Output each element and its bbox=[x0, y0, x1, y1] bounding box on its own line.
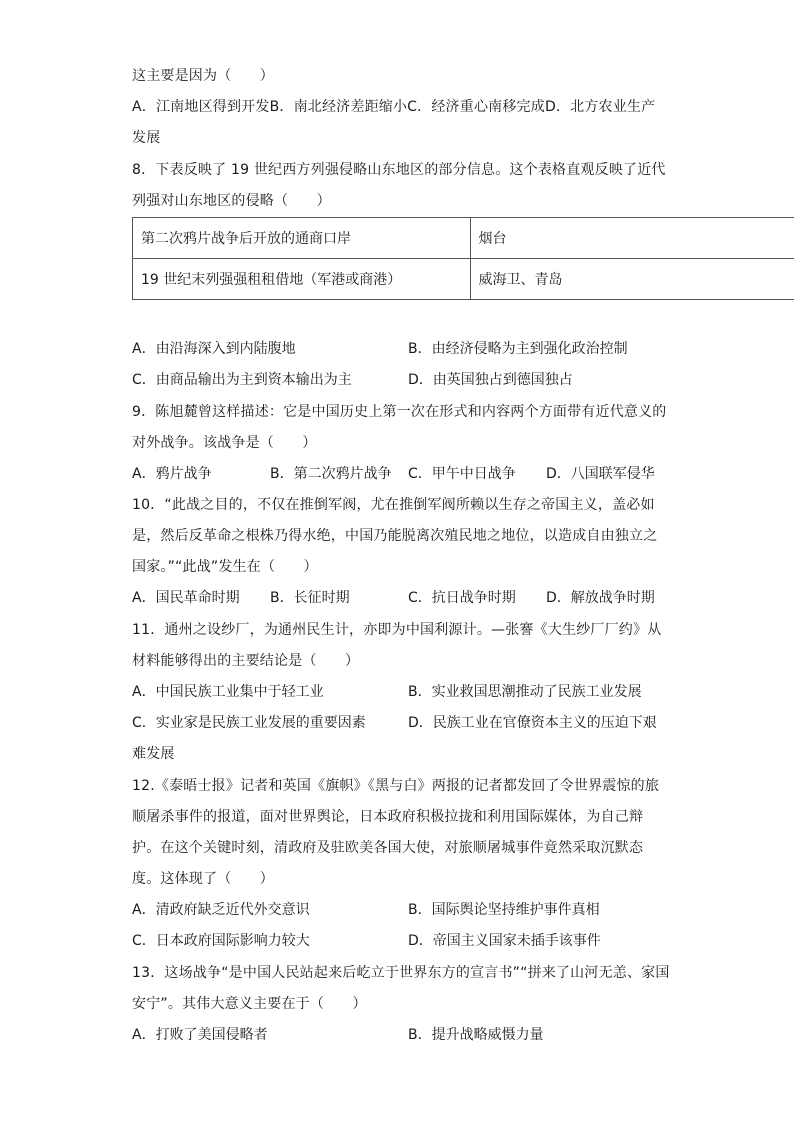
q11-option-c: C．实业家是民族工业发展的重要因素 bbox=[132, 715, 366, 731]
q8-option-d: D．由英国独占到德国独占 bbox=[408, 372, 573, 388]
table-row bbox=[133, 218, 794, 259]
q8-option-c: C．由商品输出为主到资本输出为主 bbox=[132, 372, 352, 388]
q10-stem-line-1: 10．“此战之目的，不仅在推倒军阀，尤在推倒军阀所赖以生存之帝国主义，盖必如 bbox=[132, 497, 655, 513]
table-cell: 第二次鸦片战争后开放的通商口岸 bbox=[133, 218, 471, 259]
q9-stem-line-2: 对外战争。该战争是（ ） bbox=[132, 435, 317, 451]
table-cell: 威海卫、青岛 bbox=[470, 259, 794, 300]
q13-stem-line-2: 安宁”。其伟大意义主要在于（ ） bbox=[132, 996, 367, 1012]
q12-option-a: A．清政府缺乏近代外交意识 bbox=[132, 902, 310, 918]
q11-stem-line-1: 11．通州之设纱厂，为通州民生计，亦即为中国利源计。—张謇《大生纱厂厂约》从 bbox=[132, 622, 662, 638]
q7-stem-tail: 这主要是因为（ ） bbox=[132, 68, 274, 84]
q10-option-d: D．解放战争时期 bbox=[546, 590, 655, 606]
q9-option-b: B．第二次鸦片战争 bbox=[270, 466, 392, 482]
table-cell: 19 世纪末列强强租租借地（军港或商港） bbox=[133, 259, 471, 300]
q7-options-wrap: 发展 bbox=[132, 130, 161, 146]
q9-option-d: D．八国联军侵华 bbox=[546, 466, 655, 482]
q12-option-d: D．帝国主义国家未插手该事件 bbox=[408, 933, 601, 949]
q9-option-a: A．鸦片战争 bbox=[132, 466, 212, 482]
q8-stem-line-2: 列强对山东地区的侵略（ ） bbox=[132, 193, 331, 209]
q11-option-b: B．实业救国思潮推动了民族工业发展 bbox=[408, 684, 642, 700]
q13-option-a: A．打败了美国侵略者 bbox=[132, 1027, 268, 1043]
table-cell: 烟台 bbox=[470, 218, 794, 259]
q10-stem-line-3: 国家。”“此战”发生在（ ） bbox=[132, 559, 318, 575]
q9-stem-line-1: 9．陈旭麓曾这样描述：它是中国历史上第一次在形式和内容两个方面带有近代意义的 bbox=[132, 404, 667, 420]
q12-stem-line-4: 度。这体现了（ ） bbox=[132, 871, 274, 887]
table-row bbox=[133, 259, 794, 300]
q13-option-b: B．提升战略威慑力量 bbox=[408, 1027, 544, 1043]
q10-stem-line-2: 是，然后反革命之根株乃得水绝，中国乃能脱离次殖民地之地位，以造成自由独立之 bbox=[132, 528, 658, 544]
q11-option-a: A．中国民族工业集中于轻工业 bbox=[132, 684, 324, 700]
q11-option-d: D．民族工业在官僚资本主义的压迫下艰 bbox=[408, 715, 657, 731]
q11-stem-line-2: 材料能够得出的主要结论是（ ） bbox=[132, 653, 360, 669]
q12-option-b: B．国际舆论坚持维护事件真相 bbox=[408, 902, 600, 918]
q13-stem-line-1: 13．这场战争“是中国人民站起来后屹立于世界东方的宣言书”“拼来了山河无恙、家国 bbox=[132, 965, 670, 981]
q9-option-c: C．甲午中日战争 bbox=[408, 466, 516, 482]
q8-info-table bbox=[132, 217, 794, 300]
q8-stem-line-1: 8．下表反映了 19 世纪西方列强侵略山东地区的部分信息。这个表格直观反映了近代 bbox=[132, 162, 666, 178]
q11-option-d-wrap: 难发展 bbox=[132, 746, 175, 762]
q12-stem-line-2: 顺屠杀事件的报道，面对世界舆论，日本政府积极拉拢和利用国际媒体，为自己辩 bbox=[132, 809, 644, 825]
q8-option-b: B．由经济侵略为主到强化政治控制 bbox=[408, 341, 628, 357]
q12-stem-line-3: 护。在这个关键时刻，清政府及驻欧美各国大使，对旅顺屠城事件竟然采取沉默态 bbox=[132, 840, 644, 856]
q8-option-a: A．由沿海深入到内陆腹地 bbox=[132, 341, 296, 357]
q10-option-b: B．长征时期 bbox=[270, 590, 350, 606]
q10-option-c: C．抗日战争时期 bbox=[408, 590, 516, 606]
q12-option-c: C．日本政府国际影响力较大 bbox=[132, 933, 310, 949]
q12-stem-line-1: 12.《泰晤士报》记者和英国《旗帜》《黑与白》两报的记者都发回了令世界震惊的旅 bbox=[132, 778, 660, 794]
q10-option-a: A．国民革命时期 bbox=[132, 590, 240, 606]
q7-options-line: A．江南地区得到开发B．南北经济差距缩小C．经济重心南移完成D．北方农业生产 bbox=[132, 99, 656, 115]
